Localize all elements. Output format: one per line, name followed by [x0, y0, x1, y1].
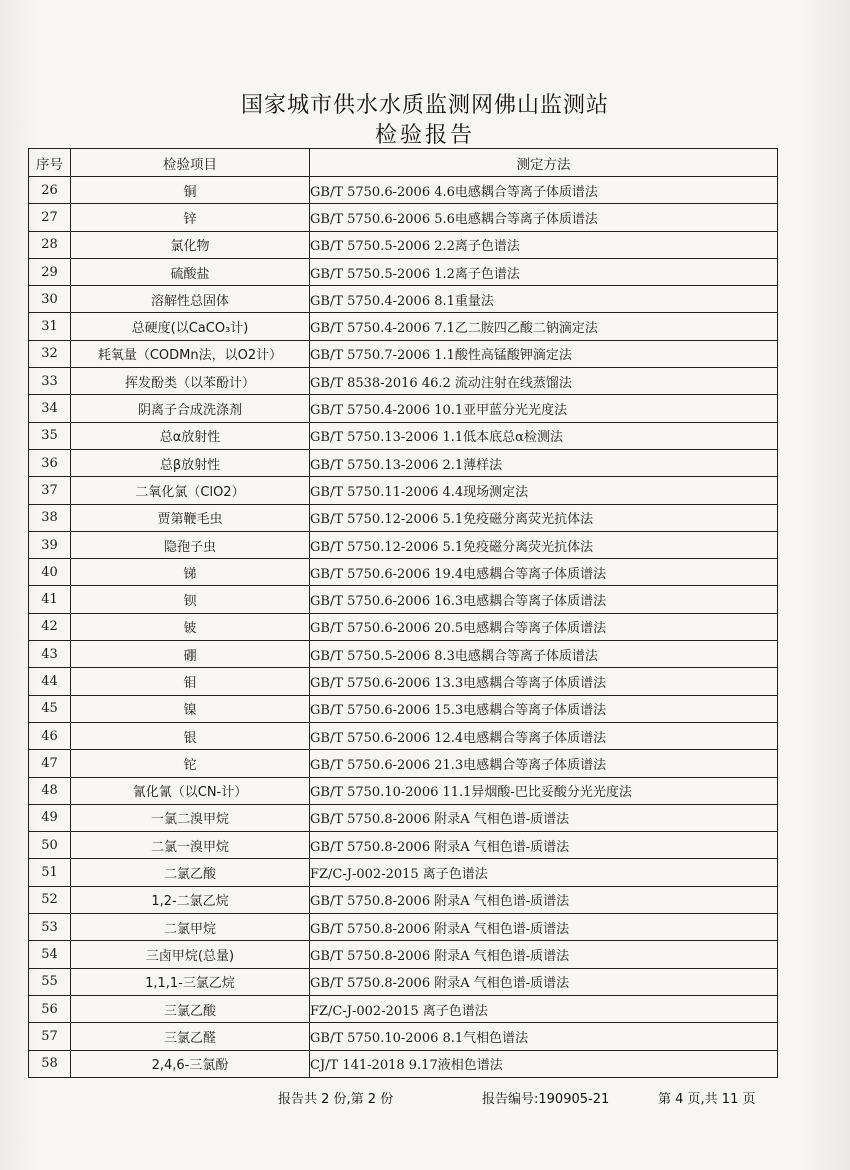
- row-method: GB/T 5750.5-2006 8.3电感耦合等离子体质谱法: [310, 641, 778, 668]
- row-number: 54: [29, 941, 71, 968]
- table-row: [29, 995, 778, 1022]
- row-method: GB/T 5750.8-2006 附录A 气相色谱-质谱法: [310, 968, 778, 995]
- row-item: 隐孢子虫: [71, 531, 310, 558]
- row-number: 50: [29, 832, 71, 859]
- row-item: 铍: [71, 613, 310, 640]
- table-row: [29, 449, 778, 476]
- row-item: 二氯乙酸: [71, 859, 310, 886]
- row-method: GB/T 5750.4-2006 7.1乙二胺四乙酸二钠滴定法: [310, 313, 778, 340]
- row-item: 锑: [71, 559, 310, 586]
- row-method: GB/T 5750.6-2006 20.5电感耦合等离子体质谱法: [310, 613, 778, 640]
- row-method: GB/T 5750.12-2006 5.1免疫磁分离荧光抗体法: [310, 504, 778, 531]
- row-item: 一氯二溴甲烷: [71, 804, 310, 831]
- table-row: [29, 477, 778, 504]
- row-method: CJ/T 141-2018 9.17液相色谱法: [310, 1050, 778, 1077]
- table-row: [29, 941, 778, 968]
- row-item: 1,1,1-三氯乙烷: [71, 968, 310, 995]
- row-number: 33: [29, 368, 71, 395]
- row-item: 铊: [71, 750, 310, 777]
- table-row: [29, 368, 778, 395]
- table-row: [29, 641, 778, 668]
- row-number: 31: [29, 313, 71, 340]
- table-row: [29, 204, 778, 231]
- row-item: 钡: [71, 586, 310, 613]
- table-row: [29, 1050, 778, 1077]
- row-number: 58: [29, 1050, 71, 1077]
- row-number: 49: [29, 804, 71, 831]
- row-item: 总α放射性: [71, 422, 310, 449]
- table-row: [29, 586, 778, 613]
- row-method: GB/T 5750.8-2006 附录A 气相色谱-质谱法: [310, 804, 778, 831]
- row-number: 27: [29, 204, 71, 231]
- row-method: GB/T 5750.6-2006 12.4电感耦合等离子体质谱法: [310, 722, 778, 749]
- row-item: 铜: [71, 177, 310, 204]
- row-item: 贾第鞭毛虫: [71, 504, 310, 531]
- inspection-table: [28, 148, 778, 1078]
- row-method: GB/T 5750.12-2006 5.1免疫磁分离荧光抗体法: [310, 531, 778, 558]
- table-row: [29, 258, 778, 285]
- row-item: 镍: [71, 695, 310, 722]
- row-method: GB/T 5750.4-2006 10.1亚甲蓝分光光度法: [310, 395, 778, 422]
- row-number: 26: [29, 177, 71, 204]
- row-item: 耗氧量（CODMn法，以O2计）: [71, 340, 310, 367]
- row-item: 挥发酚类（以苯酚计）: [71, 368, 310, 395]
- row-item: 锌: [71, 204, 310, 231]
- table-row: [29, 777, 778, 804]
- row-method: GB/T 5750.8-2006 附录A 气相色谱-质谱法: [310, 832, 778, 859]
- row-number: 32: [29, 340, 71, 367]
- row-item: 总硬度(以CaCO₃计): [71, 313, 310, 340]
- row-number: 57: [29, 1023, 71, 1050]
- row-number: 30: [29, 286, 71, 313]
- table-row: [29, 531, 778, 558]
- col-header-method: 测定方法: [310, 149, 778, 177]
- row-number: 28: [29, 231, 71, 258]
- row-item: 1,2-二氯乙烷: [71, 886, 310, 913]
- row-number: 34: [29, 395, 71, 422]
- row-method: GB/T 5750.6-2006 15.3电感耦合等离子体质谱法: [310, 695, 778, 722]
- table-row: [29, 286, 778, 313]
- row-number: 40: [29, 559, 71, 586]
- table-row: [29, 504, 778, 531]
- row-number: 39: [29, 531, 71, 558]
- row-method: GB/T 5750.10-2006 11.1异烟酸-巴比妥酸分光光度法: [310, 777, 778, 804]
- table-row: [29, 914, 778, 941]
- row-item: 2,4,6-三氯酚: [71, 1050, 310, 1077]
- table-row: [29, 832, 778, 859]
- copies-info: 报告共 2 份,第 2 份: [278, 1092, 394, 1107]
- row-method: GB/T 5750.13-2006 2.1薄样法: [310, 449, 778, 476]
- row-method: FZ/C-J-002-2015 离子色谱法: [310, 995, 778, 1022]
- row-method: GB/T 5750.6-2006 5.6电感耦合等离子体质谱法: [310, 204, 778, 231]
- row-method: GB/T 5750.8-2006 附录A 气相色谱-质谱法: [310, 941, 778, 968]
- table-row: [29, 177, 778, 204]
- table-row: [29, 695, 778, 722]
- row-method: GB/T 5750.6-2006 19.4电感耦合等离子体质谱法: [310, 559, 778, 586]
- table-row: [29, 1023, 778, 1050]
- report-title: 检验报告: [374, 123, 475, 148]
- row-item: 三卤甲烷(总量): [71, 941, 310, 968]
- page-number: 第 4 页,共 11 页: [658, 1092, 756, 1107]
- row-method: GB/T 5750.6-2006 21.3电感耦合等离子体质谱法: [310, 750, 778, 777]
- row-number: 41: [29, 586, 71, 613]
- row-method: GB/T 5750.6-2006 4.6电感耦合等离子体质谱法: [310, 177, 778, 204]
- row-method: GB/T 5750.13-2006 1.1低本底总α检测法: [310, 422, 778, 449]
- row-method: GB/T 8538-2016 46.2 流动注射在线蒸馏法: [310, 368, 778, 395]
- table-row: [29, 231, 778, 258]
- row-method: GB/T 5750.7-2006 1.1酸性高锰酸钾滴定法: [310, 340, 778, 367]
- row-item: 三氯乙酸: [71, 995, 310, 1022]
- table-row: [29, 395, 778, 422]
- row-method: GB/T 5750.4-2006 8.1重量法: [310, 286, 778, 313]
- row-number: 56: [29, 995, 71, 1022]
- row-item: 二氯一溴甲烷: [71, 832, 310, 859]
- row-method: GB/T 5750.5-2006 2.2离子色谱法: [310, 231, 778, 258]
- row-item: 二氯甲烷: [71, 914, 310, 941]
- table-row: [29, 668, 778, 695]
- row-number: 43: [29, 641, 71, 668]
- table-row: [29, 613, 778, 640]
- row-number: 53: [29, 914, 71, 941]
- table-row: [29, 804, 778, 831]
- report-number: 报告编号:190905-21: [482, 1092, 610, 1107]
- table-row: [29, 422, 778, 449]
- row-item: 三氯乙醛: [71, 1023, 310, 1050]
- row-method: GB/T 5750.6-2006 13.3电感耦合等离子体质谱法: [310, 668, 778, 695]
- row-number: 38: [29, 504, 71, 531]
- row-number: 42: [29, 613, 71, 640]
- table-row: [29, 313, 778, 340]
- row-number: 52: [29, 886, 71, 913]
- row-number: 29: [29, 258, 71, 285]
- row-method: GB/T 5750.8-2006 附录A 气相色谱-质谱法: [310, 914, 778, 941]
- table-row: [29, 968, 778, 995]
- row-item: 阴离子合成洗涤剂: [71, 395, 310, 422]
- row-method: GB/T 5750.8-2006 附录A 气相色谱-质谱法: [310, 886, 778, 913]
- row-method: GB/T 5750.5-2006 1.2离子色谱法: [310, 258, 778, 285]
- row-item: 氯化物: [71, 231, 310, 258]
- row-number: 51: [29, 859, 71, 886]
- row-method: GB/T 5750.10-2006 8.1气相色谱法: [310, 1023, 778, 1050]
- row-method: GB/T 5750.11-2006 4.4现场测定法: [310, 477, 778, 504]
- table-row: [29, 750, 778, 777]
- row-number: 35: [29, 422, 71, 449]
- row-item: 氰化氰（以CN-计）: [71, 777, 310, 804]
- row-number: 55: [29, 968, 71, 995]
- table-header-row: [29, 149, 778, 177]
- col-header-item: 检验项目: [71, 149, 310, 177]
- row-item: 二氧化氯（ClO2）: [71, 477, 310, 504]
- table-row: [29, 859, 778, 886]
- row-method: GB/T 5750.6-2006 16.3电感耦合等离子体质谱法: [310, 586, 778, 613]
- row-method: FZ/C-J-002-2015 离子色谱法: [310, 859, 778, 886]
- row-number: 45: [29, 695, 71, 722]
- row-item: 银: [71, 722, 310, 749]
- row-number: 46: [29, 722, 71, 749]
- row-item: 硼: [71, 641, 310, 668]
- row-number: 37: [29, 477, 71, 504]
- org-title: 国家城市供水水质监测网佛山监测站: [240, 93, 609, 118]
- row-item: 总β放射性: [71, 449, 310, 476]
- row-number: 36: [29, 449, 71, 476]
- table-row: [29, 559, 778, 586]
- row-number: 47: [29, 750, 71, 777]
- table-row: [29, 886, 778, 913]
- row-number: 44: [29, 668, 71, 695]
- col-header-no: 序号: [29, 149, 71, 177]
- table-row: [29, 722, 778, 749]
- row-item: 硫酸盐: [71, 258, 310, 285]
- row-item: 钼: [71, 668, 310, 695]
- table-row: [29, 340, 778, 367]
- row-item: 溶解性总固体: [71, 286, 310, 313]
- row-number: 48: [29, 777, 71, 804]
